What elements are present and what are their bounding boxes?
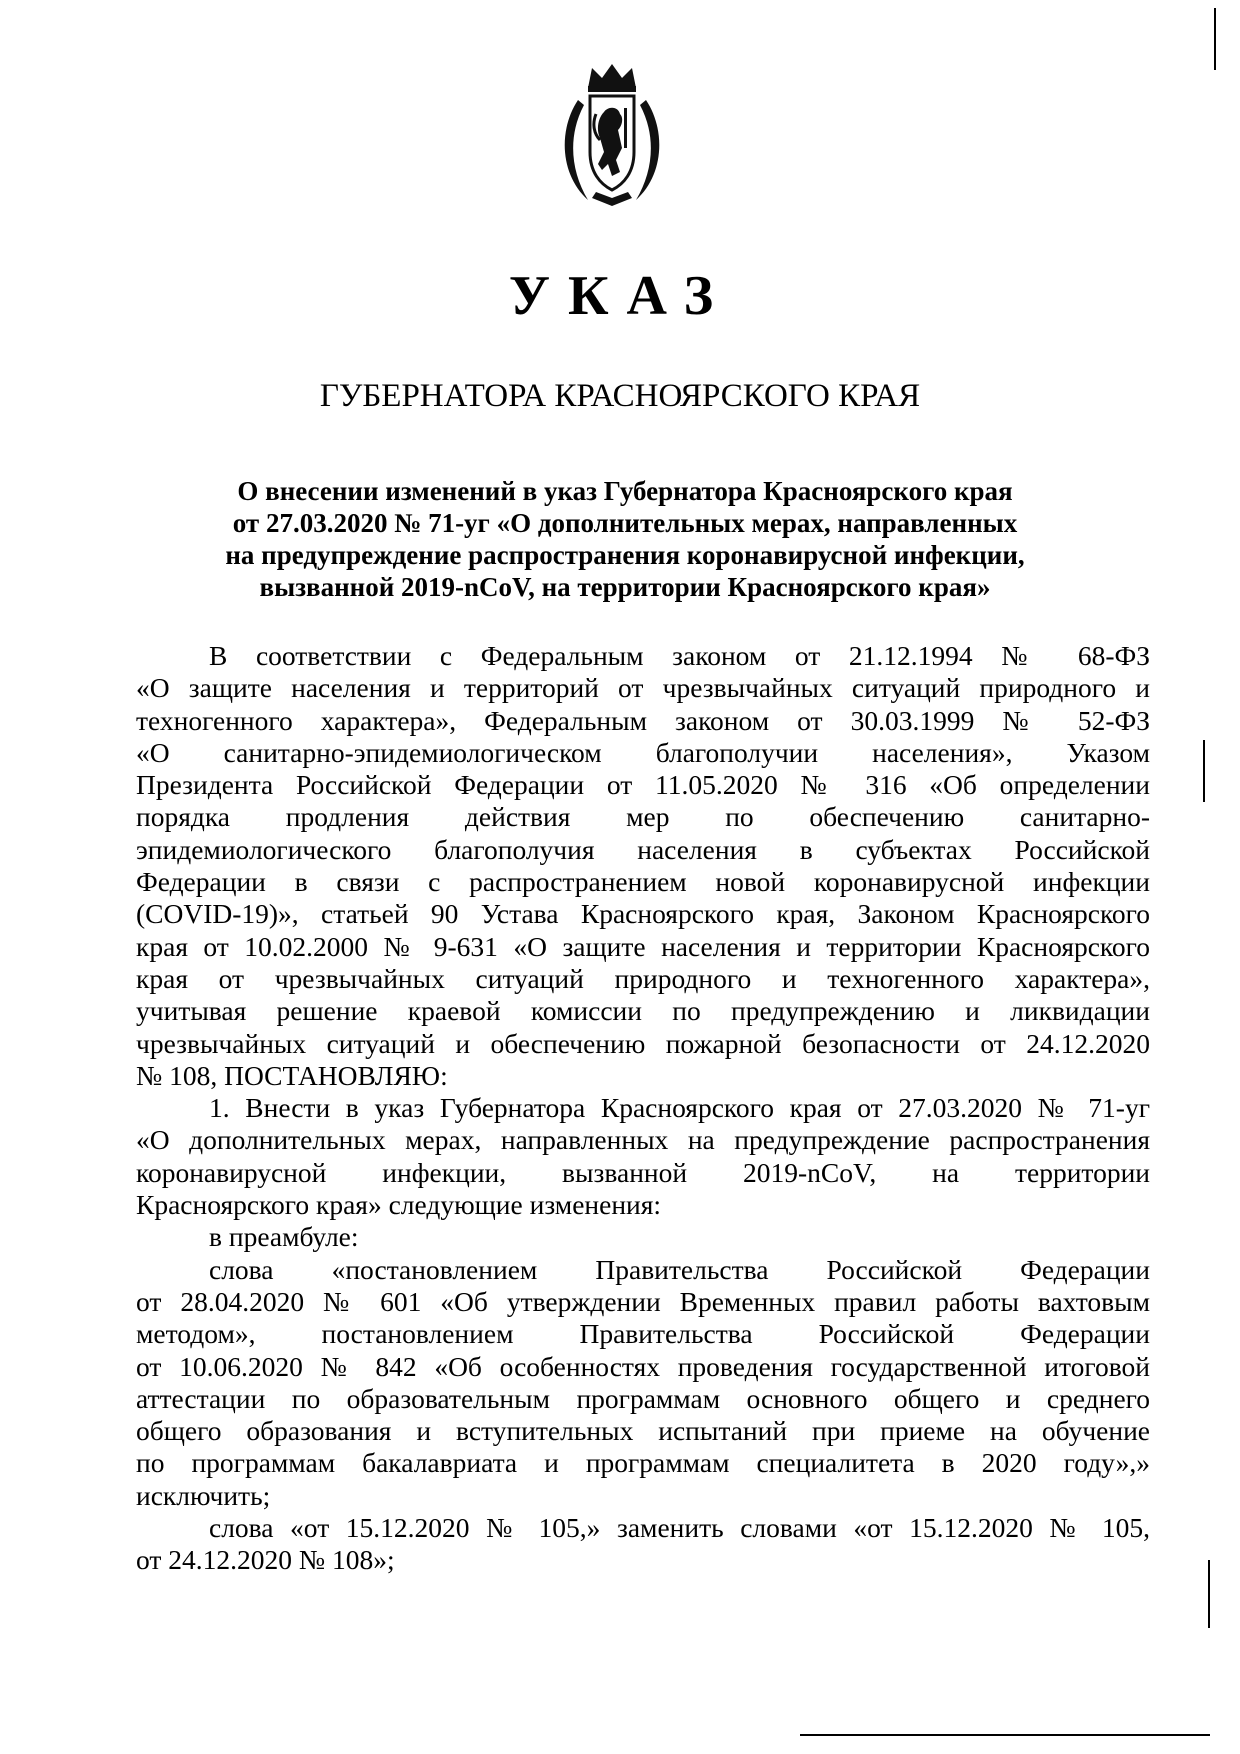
coat-of-arms-emblem: [548, 60, 676, 210]
body-line: по программам бакалавриата и программам специалитета в 2020 году»,»: [136, 1447, 1150, 1479]
heading-line: О внесении изменений в указ Губернатора Красноярского края: [237, 476, 1013, 506]
body-line: общего образования и вступительных испытаний при приеме на обучение: [136, 1415, 1150, 1447]
body-line: в преамбуле:: [209, 1221, 359, 1253]
body-line: Федерации в связи с распространением новой коронавирусной инфекции: [136, 866, 1150, 898]
body-line: техногенного характера», Федеральным законом от 30.03.1999 № 52-ФЗ: [136, 704, 1150, 736]
scan-edge-mark: [1208, 1560, 1210, 1628]
body-line: чрезвычайных ситуаций и обеспечению пожарной безопасности от 24.12.2020: [136, 1027, 1150, 1059]
body-line: от 24.12.2020 № 108»;: [136, 1544, 395, 1576]
body-line: исключить;: [136, 1479, 271, 1511]
heading-line: вызванной 2019-nCoV, на территории Красноярского края»: [259, 572, 991, 602]
decree-body: [136, 640, 1150, 1577]
body-line: Президента Российской Федерации от 11.05.2020 № 316 «Об определении: [136, 769, 1150, 801]
body-line: слова «постановлением Правительства Российской Федерации: [209, 1253, 1150, 1285]
scan-edge-mark: [800, 1734, 1210, 1736]
coat-of-arms-icon: [548, 60, 676, 210]
scan-edge-mark: [1203, 740, 1205, 802]
body-line: В соответствии с Федеральным законом от 21.12.1994 № 68-ФЗ: [209, 640, 1150, 671]
decree-heading: [160, 475, 1090, 603]
document-title: УКАЗ: [508, 265, 732, 327]
body-line: коронавирусной инфекции, вызванной 2019-nCoV, на территории: [136, 1156, 1150, 1188]
body-line: (COVID-19)», статьей 90 Устава Красноярского края, Законом Красноярского: [136, 898, 1150, 930]
body-line: края от чрезвычайных ситуаций природного и техногенного характера»,: [136, 962, 1150, 994]
document-issuer: ГУБЕРНАТОРА КРАСНОЯРСКОГО КРАЯ: [319, 378, 921, 414]
body-line: учитывая решение краевой комиссии по предупреждению и ликвидации: [136, 995, 1150, 1027]
body-line: 1. Внести в указ Губернатора Красноярского края от 27.03.2020 № 71-уг: [209, 1092, 1150, 1124]
body-line: слова «от 15.12.2020 № 105,» заменить словами «от 15.12.2020 № 105,: [209, 1512, 1150, 1544]
body-line: края от 10.02.2000 № 9-631 «О защите населения и территории Красноярского: [136, 930, 1150, 962]
body-line: от 10.06.2020 № 842 «Об особенностях проведения государственной итоговой: [136, 1350, 1150, 1382]
body-line: эпидемиологического благополучия населения в субъектах Российской: [136, 833, 1150, 865]
body-line: Красноярского края» следующие изменения:: [136, 1189, 662, 1221]
body-line: № 108, ПОСТАНОВЛЯЮ:: [136, 1059, 448, 1091]
body-line: «О санитарно-эпидемиологическом благополучии населения», Указом: [136, 736, 1150, 768]
body-line: «О дополнительных мерах, направленных на предупреждение распространения: [136, 1124, 1150, 1156]
body-line: методом», постановлением Правительства Российской Федерации: [136, 1318, 1150, 1350]
heading-line: от 27.03.2020 № 71-уг «О дополнительных мерах, направленных: [232, 508, 1018, 538]
heading-line: на предупреждение распространения коронавирусной инфекции,: [225, 540, 1025, 570]
body-line: от 28.04.2020 № 601 «Об утверждении Временных правил работы вахтовым: [136, 1285, 1150, 1317]
body-line: аттестации по образовательным программам основного общего и среднего: [136, 1382, 1150, 1414]
scan-edge-mark: [1214, 8, 1216, 70]
body-line: «О защите населения и территорий от чрезвычайных ситуаций природного и: [136, 672, 1150, 704]
body-line: порядка продления действия мер по обеспечению санитарно-: [136, 801, 1150, 833]
